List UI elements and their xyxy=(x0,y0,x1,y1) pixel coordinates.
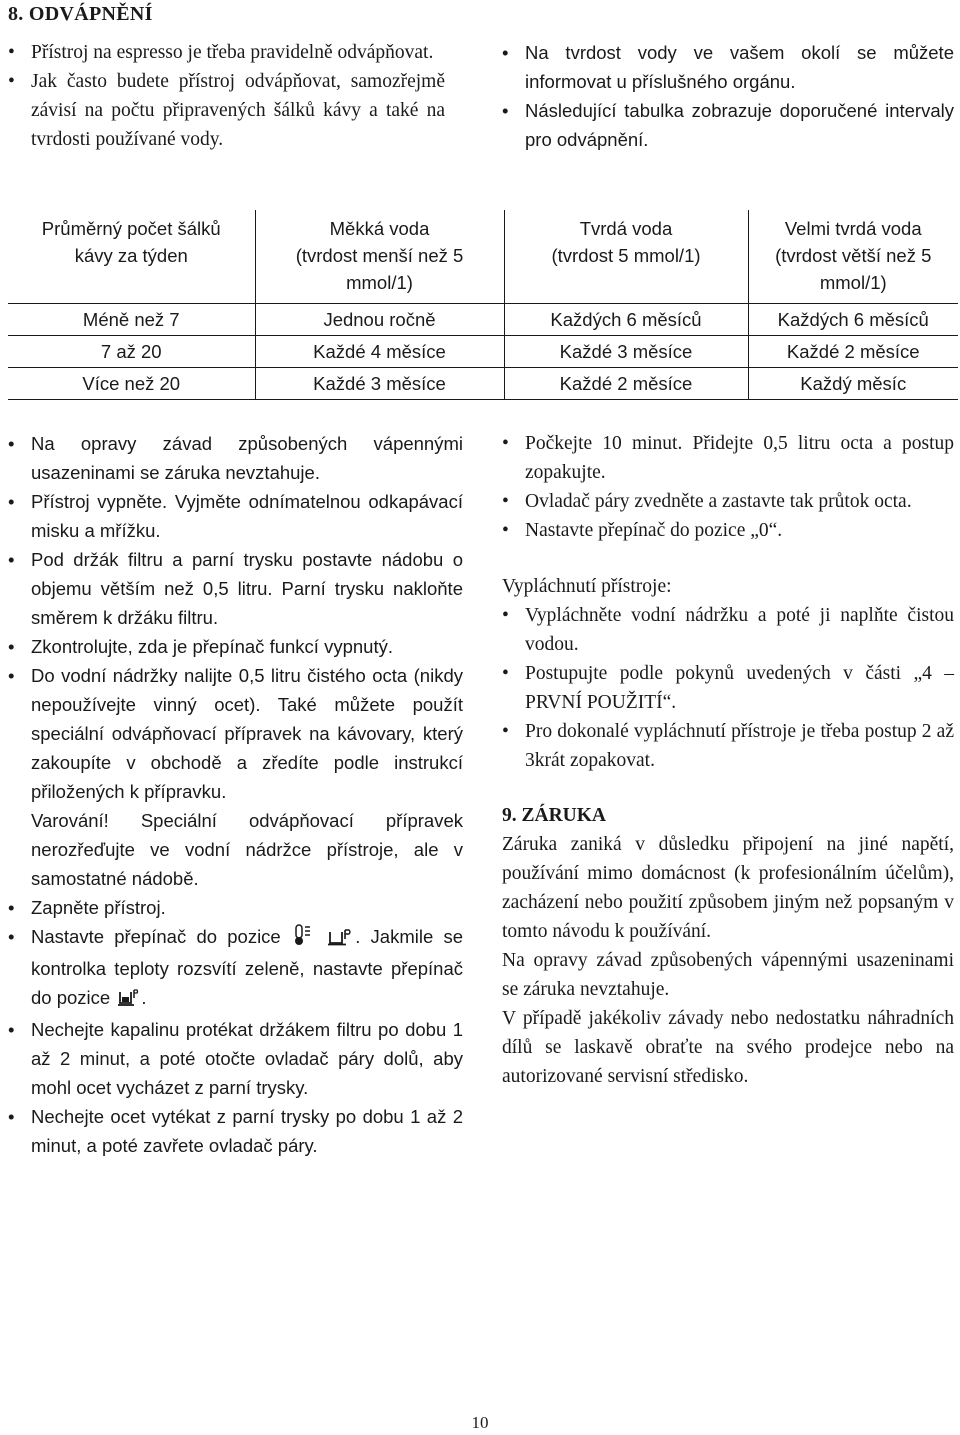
header-line: kávy za týden xyxy=(74,245,188,266)
list-item xyxy=(8,661,463,893)
warranty-paragraph: Na opravy závad způsobených vápennými usazeninami se záruka nevztahuje. xyxy=(502,950,954,1000)
list-item: • Vypláchněte vodní nádržku a poté ji naplňte čistou vodou. xyxy=(502,601,954,659)
right-column xyxy=(502,429,954,1091)
table-cell: Každé 2 měsíce xyxy=(748,336,958,368)
header-line: mmol/1) xyxy=(346,272,413,293)
intro-left xyxy=(8,38,445,154)
rinse-title: Vypláchnutí přístroje: xyxy=(502,576,672,597)
list-item-text: • Do vodní nádržky nalijte 0,5 litru čistého octa (nikdy nepoužívejte vinný ocet). Také můžete použít speciální odvápňovací přípravek na kávovary, který zakoupíte v obchodě a zředíte podle instrukcí přiložených k přípravku. xyxy=(31,665,463,802)
table-cell: Každé 2 měsíce xyxy=(504,368,748,400)
warning-text: Varování! Speciální odvápňovací přípravek nerozřeďujte ve vodní nádržce přístroje, ale v samostatné nádobě. xyxy=(31,810,463,889)
table-header-cell xyxy=(504,210,748,304)
header-line: Průměrný počet šálků xyxy=(41,218,221,239)
table-cell: Každých 6 měsíců xyxy=(748,304,958,336)
list-item: • Nechejte kapalinu protékat držákem filtru po dobu 1 až 2 minut, a poté otočte ovladač páry dolů, aby mohl ocet vycházet z parní trysky. xyxy=(8,1015,463,1102)
table-row xyxy=(8,336,958,368)
list-item: • Počkejte 10 minut. Přidejte 0,5 litru octa a postup zopakujte. xyxy=(502,429,954,487)
list-item: • Přístroj na espresso je třeba pravidelně odvápňovat. xyxy=(8,38,445,67)
table-cell: Jednou ročně xyxy=(255,304,504,336)
table-cell: Každý měsíc xyxy=(748,368,958,400)
header-line: (tvrdost větší než 5 xyxy=(775,245,932,266)
list-item: • Zapněte přístroj. xyxy=(8,893,463,922)
header-line: mmol/1) xyxy=(819,272,887,293)
left-column xyxy=(8,429,463,1160)
list-item: • Postupujte podle pokynů uvedených v části „4 – PRVNÍ POUŽITÍ“. xyxy=(502,659,954,717)
list-item: • Pod držák filtru a parní trysku postavte nádobu o objemu větším než 0,5 litru. Parní trysku nakloňte směrem k držáku filtru. xyxy=(8,545,463,632)
table-cell: Méně než 7 xyxy=(8,304,255,336)
section-heading: 8. ODVÁPNĚNÍ xyxy=(8,3,153,25)
list-item xyxy=(8,922,463,1015)
table-cell: Každé 3 měsíce xyxy=(504,336,748,368)
list-item: • Nechejte ocet vytékat z parní trysky po dobu 1 až 2 minut, a poté zavřete ovladač páry. xyxy=(8,1102,463,1160)
header-line: (tvrdost menší než 5 xyxy=(295,245,464,266)
table-row xyxy=(8,368,958,400)
list-item: • Jak často budete přístroj odvápňovat, samozřejmě závisí na počtu připravených šálků kávy a také na tvrdosti používané vody. xyxy=(8,67,445,154)
list-item: • Následující tabulka zobrazuje doporučené intervaly pro odvápnění. xyxy=(502,96,954,154)
list-item: • Ovladač páry zvedněte a zastavte tak průtok octa. xyxy=(502,487,954,516)
table-cell: Více než 20 xyxy=(8,368,255,400)
table-header-cell xyxy=(748,210,958,304)
descaling-interval-table xyxy=(8,210,958,400)
page-number: 10 xyxy=(471,1413,489,1432)
steam-cup-icon xyxy=(327,925,353,954)
table-row xyxy=(8,304,958,336)
list-item: • Na opravy závad způsobených vápennými usazeninami se záruka nevztahuje. xyxy=(8,429,463,487)
header-line: Velmi tvrdá voda xyxy=(784,218,922,239)
cup-icon xyxy=(117,986,139,1015)
table-cell: Každých 6 měsíců xyxy=(504,304,748,336)
table-cell: Každé 4 měsíce xyxy=(255,336,504,368)
intro-right xyxy=(502,38,954,154)
list-item: • Zkontrolujte, zda je přepínač funkcí vypnutý. xyxy=(8,632,463,661)
table-header-row xyxy=(8,210,958,304)
table-header-cell xyxy=(255,210,504,304)
list-item: • Nastavte přepínač do pozice „0“. xyxy=(502,516,954,545)
list-item-text: Nastavte přepínač do pozice xyxy=(31,926,281,947)
list-item: • Pro dokonalé vypláchnutí přístroje je třeba postup 2 až 3krát zopakovat. xyxy=(502,717,954,775)
list-item-text: . xyxy=(141,987,147,1008)
header-line: Měkká voda xyxy=(329,218,430,239)
table-cell: 7 až 20 xyxy=(8,336,255,368)
table-cell: Každé 3 měsíce xyxy=(255,368,504,400)
header-line: (tvrdost 5 mmol/1) xyxy=(551,245,701,266)
list-item: • Přístroj vypněte. Vyjměte odnímatelnou odkapávací misku a mřížku. xyxy=(8,487,463,545)
list-item-text: . Jakmile se kontrolka teploty rozsvítí zeleně, nastavte přepínač do pozice xyxy=(31,926,464,1008)
warranty-paragraph: V případě jakékoliv závady nebo nedostatku náhradních dílů se laskavě obraťte na svého prodejce nebo na autorizované servisní středisko. xyxy=(502,1008,954,1087)
warranty-heading: 9. ZÁRUKA xyxy=(502,805,607,826)
warranty-paragraph: Záruka zaniká v důsledku připojení na jiné napětí, používání mimo domácnost (k profesionálním účelům), zacházení nebo použití způsobem jiným než popsaným v tomto návodu k používání. xyxy=(502,834,954,942)
header-line: Tvrdá voda xyxy=(579,218,673,239)
list-item: • Na tvrdost vody ve vašem okolí se můžete informovat u příslušného orgánu. xyxy=(502,38,954,96)
table-header-cell xyxy=(8,210,255,304)
thermometer-icon xyxy=(293,924,313,954)
